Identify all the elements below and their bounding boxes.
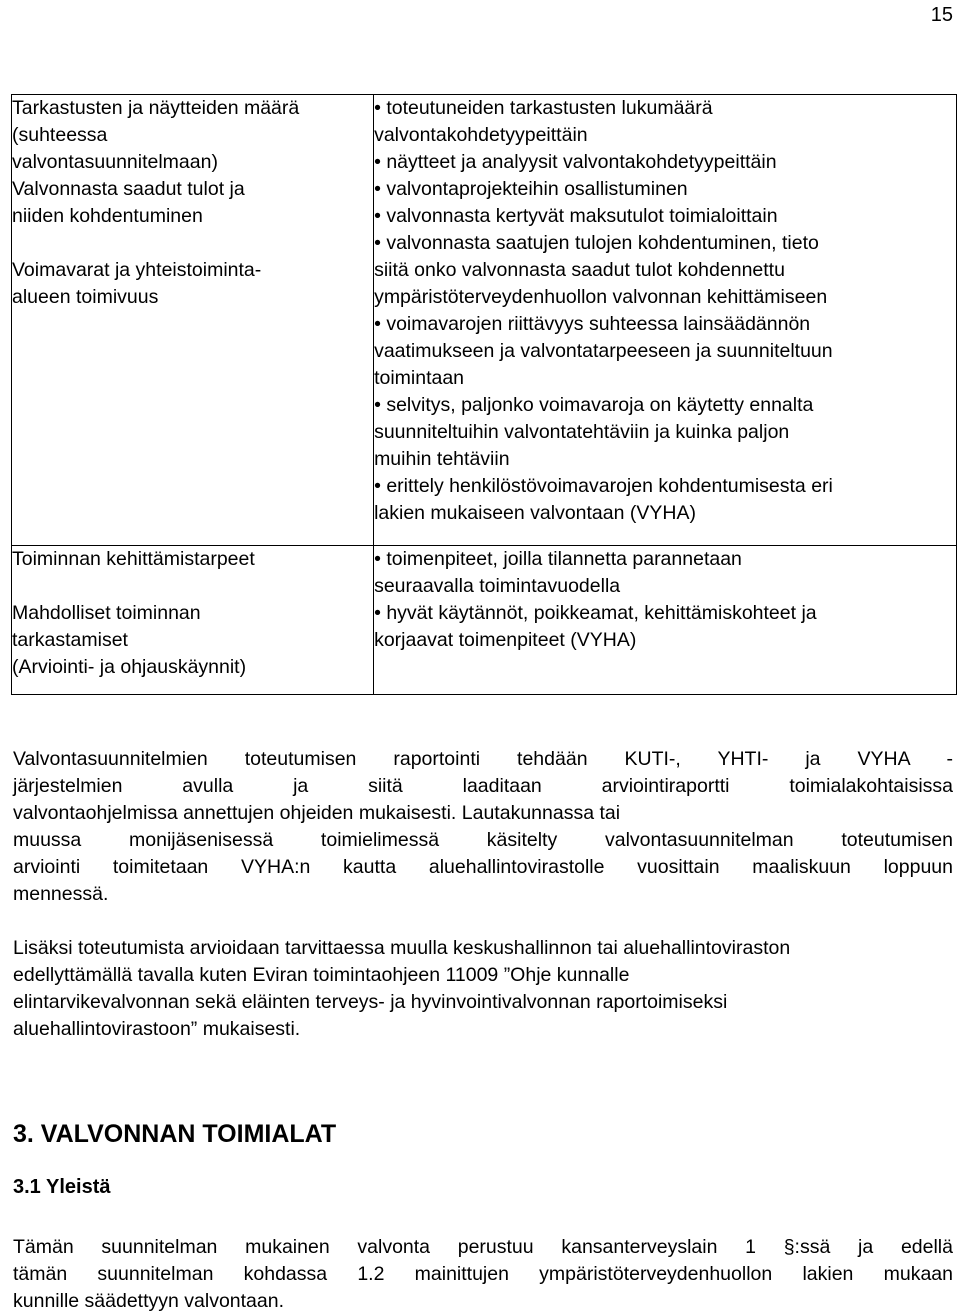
table-cell-right — [374, 546, 957, 695]
left-block — [12, 176, 373, 230]
page-number: 15 — [930, 4, 953, 26]
cell-line: lakien mukaiseen valvontaan (VYHA) — [374, 502, 696, 524]
cell-line: toimintaan — [374, 367, 465, 389]
bullet-line: • erittely henkilöstövoimavarojen kohdentumisesta eri — [374, 473, 956, 500]
paragraph-line: järjestelmien avulla ja siitä laaditaan arviointiraportti toimialakohtaisissa — [13, 775, 953, 797]
bullet-line: • näytteet ja analyysit valvontakohdetyypeittäin — [374, 149, 956, 176]
cell-line: muihin tehtäviin — [374, 448, 510, 470]
paragraph-line: mennessä. — [13, 883, 109, 905]
cell-line: tarkastamiset — [12, 629, 128, 651]
paragraph-line: elintarvikevalvonnan sekä eläinten terveys- ja hyvinvointivalvonnan raportoimiseksi — [13, 991, 728, 1013]
table-cell-left — [12, 95, 374, 546]
cell-line: Voimavarat ja yhteistoiminta- — [12, 259, 262, 281]
cell-line: suunniteltuihin valvontatehtäviin ja kuinka paljon — [374, 421, 790, 443]
paragraph-line: aluehallintovirastoon” mukaisesti. — [13, 1018, 301, 1040]
bullet-line: • toimenpiteet, joilla tilannetta parannetaan — [374, 546, 956, 573]
bullet-line: • hyvät käytännöt, poikkeamat, kehittämiskohteet ja — [374, 600, 956, 627]
paragraph-line: tämän suunnitelman kohdassa 1.2 mainittujen ympäristöterveydenhuollon lakien mukaan — [13, 1263, 953, 1285]
cell-line: siitä onko valvonnasta saadut tulot kohdennettu — [374, 259, 785, 281]
paragraph-line: Lisäksi toteutumista arvioidaan tarvittaessa muulla keskushallinnon tai aluehallintoviraston — [13, 937, 791, 959]
left-block — [12, 95, 373, 176]
cell-line: alueen toimivuus — [12, 286, 159, 308]
section-heading: 3. VALVONNAN TOIMIALAT — [13, 1120, 337, 1148]
cell-line: (Arviointi- ja ohjauskäynnit) — [12, 656, 247, 678]
subsection-heading: 3.1 Yleistä — [13, 1176, 111, 1198]
body-paragraph — [13, 1234, 953, 1315]
table-cell-right — [374, 95, 957, 546]
bullet-line: • voimavarojen riittävyys suhteessa lainsäädännön — [374, 311, 956, 338]
bullet-line: • toteutuneiden tarkastusten lukumäärä — [374, 95, 956, 122]
cell-line: Toiminnan kehittämistarpeet — [12, 548, 255, 570]
paragraph-line: Tämän suunnitelman mukainen valvonta perustuu kansanterveyslain 1 §:ssä ja edellä — [13, 1236, 953, 1258]
bullet-line: • valvonnasta kertyvät maksutulot toimialoittain — [374, 203, 956, 230]
cell-line: (suhteessa — [12, 124, 108, 146]
paragraph-line: Valvontasuunnitelmien toteutumisen raportointi tehdään KUTI-, YHTI- ja VYHA - — [13, 748, 953, 770]
table-row — [12, 95, 957, 546]
cell-line: ympäristöterveydenhuollon valvonnan kehittämiseen — [374, 286, 828, 308]
cell-line: Valvonnasta saadut tulot ja — [12, 178, 245, 200]
body-paragraph — [13, 935, 953, 1043]
bullet-line: • valvonnasta saatujen tulojen kohdentuminen, tieto — [374, 230, 956, 257]
paragraph-line: valvontaohjelmissa annettujen ohjeiden mukaisesti. Lautakunnassa tai — [13, 802, 621, 824]
paragraph-line: kunnille säädettyyn valvontaan. — [13, 1290, 285, 1312]
cell-line: valvontakohdetyypeittäin — [374, 124, 588, 146]
cell-line: Tarkastusten ja näytteiden määrä — [12, 97, 300, 119]
cell-line: vaatimukseen ja valvontatarpeeseen ja suunniteltuun — [374, 340, 833, 362]
cell-line: Mahdolliset toiminnan — [12, 602, 201, 624]
paragraph-line: edellyttämällä tavalla kuten Eviran toimintaohjeen 11009 ”Ohje kunnalle — [13, 964, 630, 986]
bullet-line: • selvitys, paljonko voimavaroja on käytetty ennalta — [374, 392, 956, 419]
left-block — [12, 257, 373, 311]
paragraph-line: muussa monijäsenisessä toimielimessä käsitelty valvontasuunnitelman toteutumisen — [13, 829, 953, 851]
cell-line: korjaavat toimenpiteet (VYHA) — [374, 629, 637, 651]
cell-line: seuraavalla toimintavuodella — [374, 575, 621, 597]
evaluation-table — [11, 94, 957, 695]
cell-line: valvontasuunnitelmaan) — [12, 151, 218, 173]
paragraph-line: arviointi toimitetaan VYHA:n kautta aluehallintovirastolle vuosittain maaliskuun loppuun — [13, 856, 953, 878]
table-row — [12, 546, 957, 695]
body-paragraph — [13, 746, 953, 908]
bullet-line: • valvontaprojekteihin osallistuminen — [374, 176, 956, 203]
cell-line: niiden kohdentuminen — [12, 205, 203, 227]
table-cell-left — [12, 546, 374, 695]
